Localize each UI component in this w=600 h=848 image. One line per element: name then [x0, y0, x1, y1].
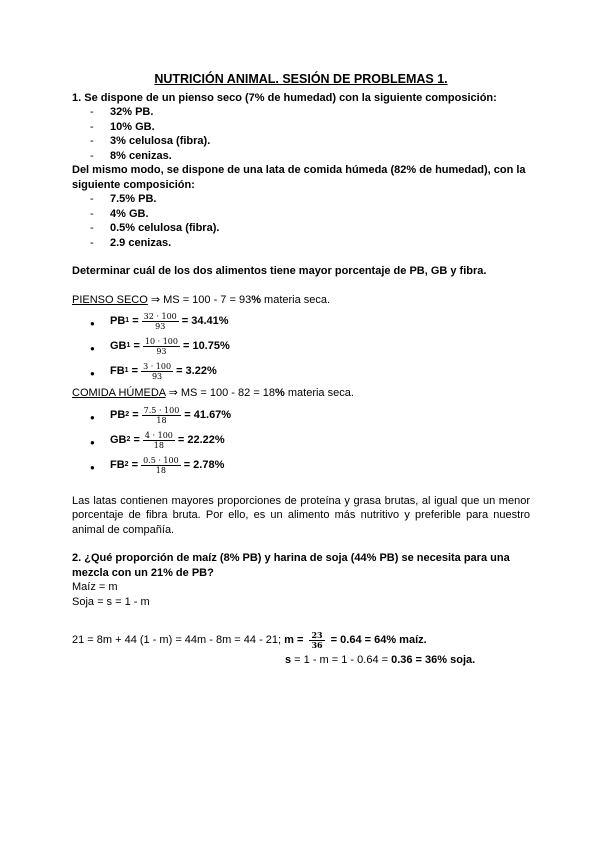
fraction: $\frac{10 \cdot 100}{93}$	[144, 337, 178, 356]
problem-1-question: Determinar cuál de los dos alimentos tiene mayor porcentaje de PB, GB y fibra.	[72, 265, 487, 277]
fraction: $\frac{7.5 \cdot 100}{18}$	[143, 405, 180, 425]
fraction: $\frac{23}{36}$	[311, 629, 323, 650]
fraction: $\frac{3 \cdot 100}{93}$	[143, 362, 172, 381]
seco-ms-pct: %	[251, 293, 261, 306]
seco-calc-list	[72, 309, 530, 384]
humeda-composition-list	[72, 192, 530, 250]
list-item: - 0.5% celulosa (fibra).	[90, 221, 530, 236]
fraction: $\frac{0.5 \cdot 100}{18}$	[143, 455, 179, 475]
humeda-ms-line	[72, 386, 530, 401]
list-item: - 10% GB.	[90, 120, 530, 135]
humeda-ms-rest: materia seca.	[284, 387, 354, 399]
list-item: - 8% cenizas.	[90, 149, 530, 164]
equation-line: 21 = 8m + 44 (1 - m) = 44m - 8m = 44 - 21; m = $\frac{23}{36}$ = 0.64 = 64% maíz.	[72, 629, 427, 650]
problem-1-intro: 1. Se dispone de un pienso seco (7% de humedad) con la siguiente composición:	[72, 91, 497, 104]
fraction: $\frac{32 \cdot 100}{93}$	[143, 312, 177, 331]
maiz-definition: Maíz = m	[72, 581, 118, 593]
list-item: - 3% celulosa (fibra).	[90, 134, 530, 149]
calc-item: ● FB 1 = $\frac{3 \cdot 100}{93}$ = 3.22%	[90, 359, 530, 384]
humeda-intro: Del mismo modo, se dispone de una lata de comida húmeda (82% de humedad), con la siguiente composición:	[72, 164, 526, 191]
humeda-ms-pct: %	[275, 387, 285, 399]
humeda-label: COMIDA HÚMEDA	[72, 387, 166, 399]
implies-arrow-icon: ⇒	[168, 386, 178, 399]
seco-ms-line	[72, 293, 530, 308]
seco-composition-list	[72, 105, 530, 163]
humeda-ms-text: MS = 100 - 82 = 18	[180, 387, 276, 399]
seco-label: PIENSO SECO	[72, 293, 148, 306]
seco-ms-rest: materia seca.	[260, 293, 331, 306]
list-item: - 32% PB.	[90, 105, 530, 120]
soja-definition: Soja = s = 1 - m	[72, 595, 150, 608]
seco-ms-text: MS = 100 - 7 = 93	[163, 293, 252, 306]
calc-item: ● GB 1 = $\frac{10 \cdot 100}{93}$ = 10.75%	[90, 334, 530, 359]
problem-2-question: 2. ¿Qué proporción de maíz (8% PB) y harina de soja (44% PB) se necesita para una mezcla con un 21% de PB?	[72, 552, 510, 579]
calc-item: ● PB 1 = $\frac{32 \cdot 100}{93}$ = 34.41%	[90, 309, 530, 334]
calc-item: ● GB 2 = $\frac{4 \cdot 100}{18}$ = 22.22%	[90, 428, 530, 453]
page-title: NUTRICIÓN ANIMAL. SESIÓN DE PROBLEMAS 1.	[154, 72, 448, 86]
calc-item: ● FB 2 = $\frac{0.5 \cdot 100}{18}$ = 2.78%	[90, 453, 530, 478]
conclusion-paragraph: Las latas contienen mayores proporciones de proteína y grasa brutas, al igual que un menor porcentaje de fibra bruta. Por ello, es un alimento más nutritivo y preferible para nuestro animal de compañía.	[72, 494, 530, 536]
humeda-calc-list	[72, 403, 530, 478]
implies-arrow-icon: ⇒	[150, 292, 161, 306]
soja-result-line: s = 1 - m = 1 - 0.64 = 0.36 = 36% soja.	[285, 654, 476, 666]
document-page	[72, 72, 530, 668]
list-item: - 4% GB.	[90, 207, 530, 222]
list-item: - 2.9 cenizas.	[90, 236, 530, 251]
calc-item: ● PB 2 = $\frac{7.5 \cdot 100}{18}$ = 41.67%	[90, 403, 530, 428]
fraction: $\frac{4 \cdot 100}{18}$	[144, 430, 173, 450]
list-item: - 7.5% PB.	[90, 192, 530, 207]
